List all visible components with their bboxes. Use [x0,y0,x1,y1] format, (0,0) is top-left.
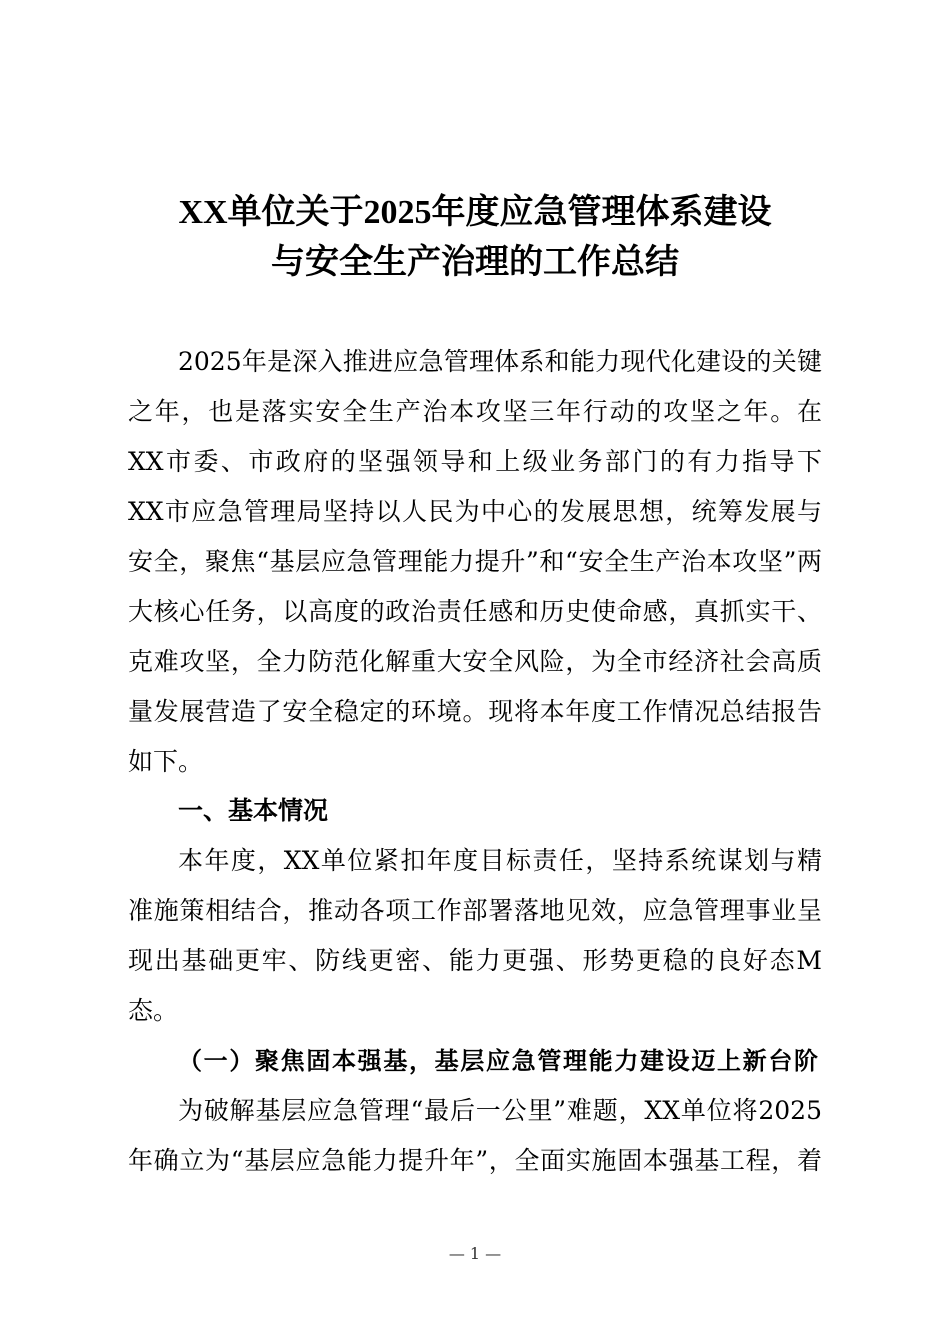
text-line: 大核心任务，以高度的政治责任感和历史使命感，真抓实干、 [128,597,822,626]
title-line-2: 与安全生产治理的工作总结 [271,244,679,281]
text-line: 之年，也是落实安全生产治本攻坚三年行动的攻坚之年。在 [128,397,822,426]
text-line: 态。 [128,996,179,1025]
title-line-1: XX单位关于2025年度应急管理体系建设 [178,194,772,231]
text-line: 克难攻坚，全力防范化解重大安全风险，为全市经济社会高质 [128,647,822,676]
section-heading: 一、基本情况 [178,796,329,825]
text-line: 安全，聚焦“基层应急管理能力提升”和“安全生产治本攻坚”两 [128,547,822,576]
text-line: 如下。 [128,747,204,776]
text-line: 准施策相结合，推动各项工作部署落地见效，应急管理事业呈 [128,896,822,925]
text-line: 为破解基层应急管理“最后一公里”难题，XX单位将2025 [178,1096,822,1125]
text-line: XX市应急管理局坚持以人民为中心的发展思想，统筹发展与 [128,497,822,526]
page-number: — 1 — [448,1244,502,1263]
subsection-heading: （一）聚焦固本强基，基层应急管理能力建设迈上新台阶 [178,1047,818,1075]
text-line: 本年度，XX单位紧扣年度目标责任，坚持系统谋划与精 [178,846,822,875]
text-line: 年确立为“基层应急能力提升年”，全面实施固本强基工程，着 [128,1146,822,1175]
text-line: 现出基础更牢、防线更密、能力更强、形势更稳的良好态M [128,946,822,975]
text-line: 2025年是深入推进应急管理体系和能力现代化建设的关键 [178,347,822,376]
text-line: XX市委、市政府的坚强领导和上级业务部门的有力指导下 [128,447,822,476]
text-line: 量发展营造了安全稳定的环境。现将本年度工作情况总结报告 [128,697,822,726]
